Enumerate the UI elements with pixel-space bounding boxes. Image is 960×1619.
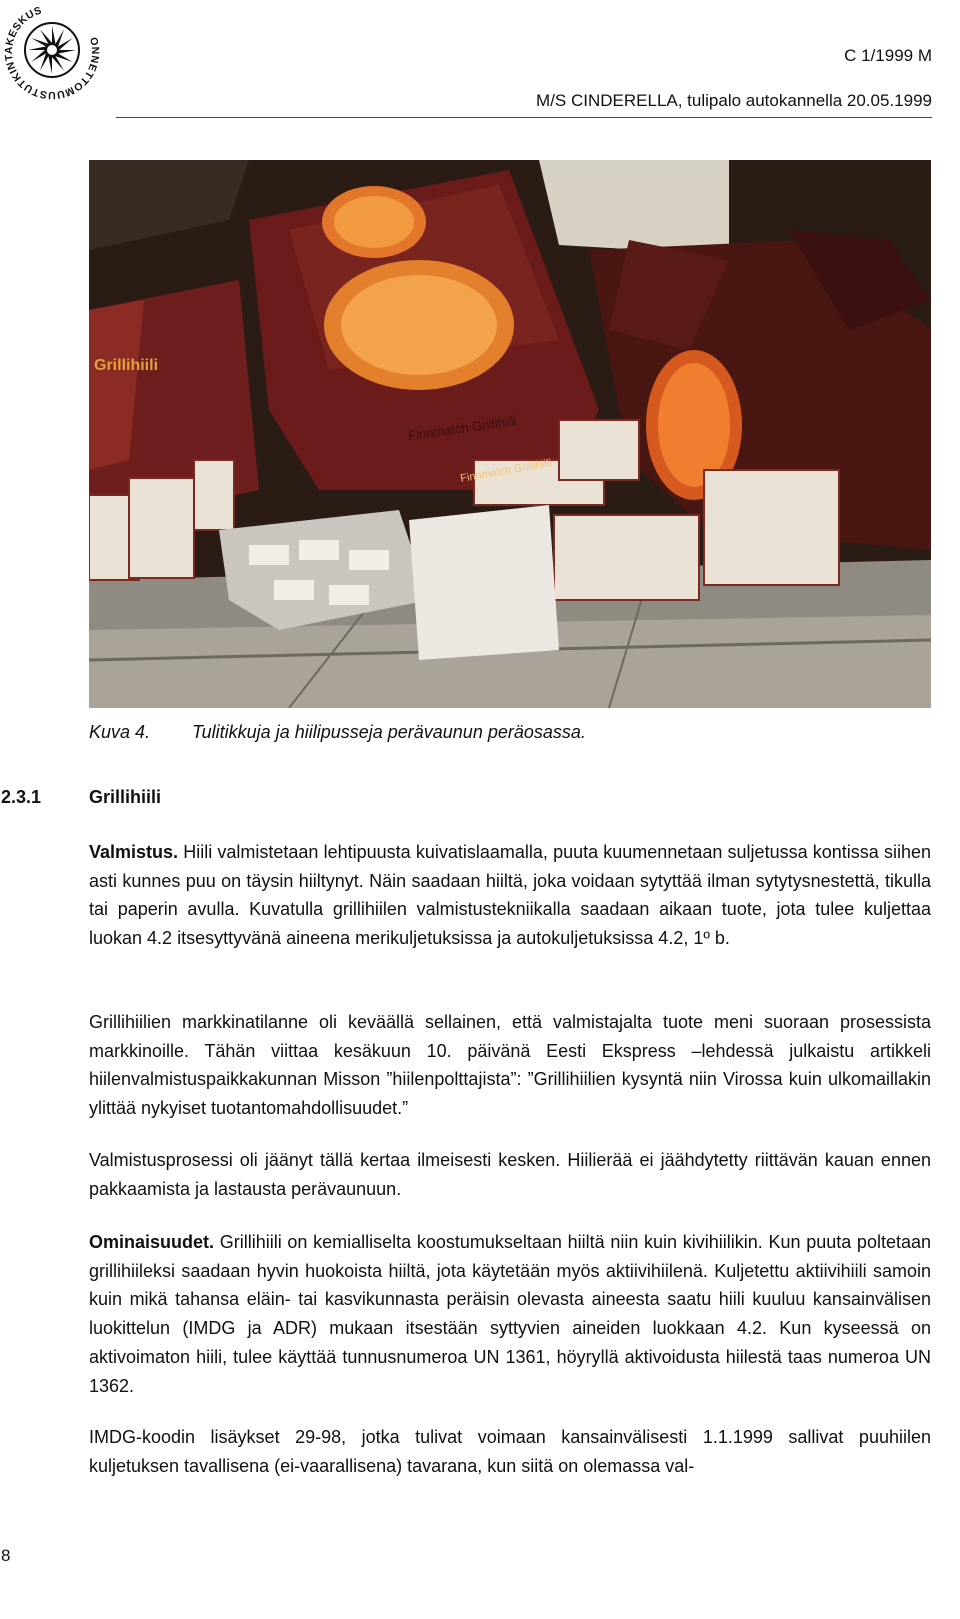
paragraph-text: Valmistusprosessi oli jäänyt tällä kertaa ilmeisesti kesken. Hiilierää ei jäähdytetty riittävän kauan ennen pakkaamista ja lastausta perävaunuun. <box>89 1150 931 1199</box>
page-number: 8 <box>1 1546 11 1565</box>
paragraph-lead: Valmistus. <box>89 842 179 862</box>
section-title: Grillihiili <box>89 787 162 807</box>
header-divider <box>116 117 932 118</box>
figure-caption <box>89 722 586 743</box>
paragraph-text: Grillihiilien markkinatilanne oli keväällä sellainen, että valmistajalta tuote meni suoraan prosessista markkinoille. Tähän viittaa kesäkuun 10. päivänä Eesti Ekspress –lehdessä julkaistu artikkeli hiilenvalmistuspaikkakunnan Misson ”hiilenpolttajista”: ”Grillihiilien kysyntä niin Virossa kuin ulkomaillakin ylittää nykyiset tuotantomahdollisuudet.” <box>89 1012 931 1119</box>
paragraph-text: IMDG-koodin lisäykset 29-98, jotka tulivat voimaan kansainvälisesti 1.1.1999 sallivat puuhiilen kuljetuksen tavallisena (ei-vaarallisena) tavarana, kun siitä on olemassa val- <box>89 1427 931 1476</box>
paragraph-ominaisuudet <box>89 1228 931 1400</box>
paragraph-text: Hiili valmistetaan lehtipuusta kuivatislaamalla, puuta kuumennetaan suljetussa kontissa siihen asti kunnes puu on täysin hiiltynyt. Näin saadaan hiiltä, joka voidaan sytyttää ilman sytytysnestettä, tikulla tai paperin avulla. Kuvatulla grillihiilen valmistustekniikalla saadaan aikaan tuote, jota tulee kuljettaa luokan 4.2 itsesyttyvänä aineena merikuljetuksissa ja autokuljetuksissa 4.2, 1º b. <box>89 842 931 949</box>
agency-logo <box>2 2 102 102</box>
figure-caption-text: Tulitikkuja ja hiilipusseja perävaunun peräosassa. <box>192 722 586 742</box>
section-number: 2.3.1 <box>1 787 42 807</box>
report-title: M/S CINDERELLA, tulipalo autokannella 20.05.1999 <box>536 91 932 110</box>
logo-text: ONNETTOMUUSTUTKINTAKESKUS <box>2 4 102 102</box>
paragraph-markkinatilanne <box>89 1008 931 1123</box>
paragraph-valmistus <box>89 838 931 953</box>
paragraph-text: Grillihiili on kemialliselta koostumukseltaan hiiltä niin kuin kivihiilikin. Kun puuta poltetaan grillihiileksi saadaan hyvin huokoista hiiltä, jota käytetään myös aktiivihiilenä. Kuljetettu aktiivihiili samoin kuin mikä tahansa eläin- tai kasvikunnasta peräisin olevasta aineesta saatu hiili kuuluu kansainvälisen luokittelun (IMDG ja ADR) mukaan itsestään syttyvien aineiden luokkaan 4.2. Kun kyseessä on aktivoimaton hiili, tulee käyttää tunnusnumeroa UN 1361, höyryllä aktivoidusta hiilestä taas numeroa UN 1362. <box>89 1232 931 1396</box>
bag-label-1: Finnmatch Grillihiili <box>407 412 518 443</box>
figure-photo <box>89 160 931 708</box>
paragraph-imdg <box>89 1423 931 1480</box>
report-code: C 1/1999 M <box>844 46 932 65</box>
bag-label-2: Finnmatch Grillihiili <box>459 457 553 485</box>
figure-label: Kuva 4. <box>89 722 151 742</box>
paragraph-valmistusprosessi <box>89 1146 931 1203</box>
paragraph-lead: Ominaisuudet. <box>89 1232 215 1252</box>
bag-label-3: Grillihiili <box>94 357 159 374</box>
